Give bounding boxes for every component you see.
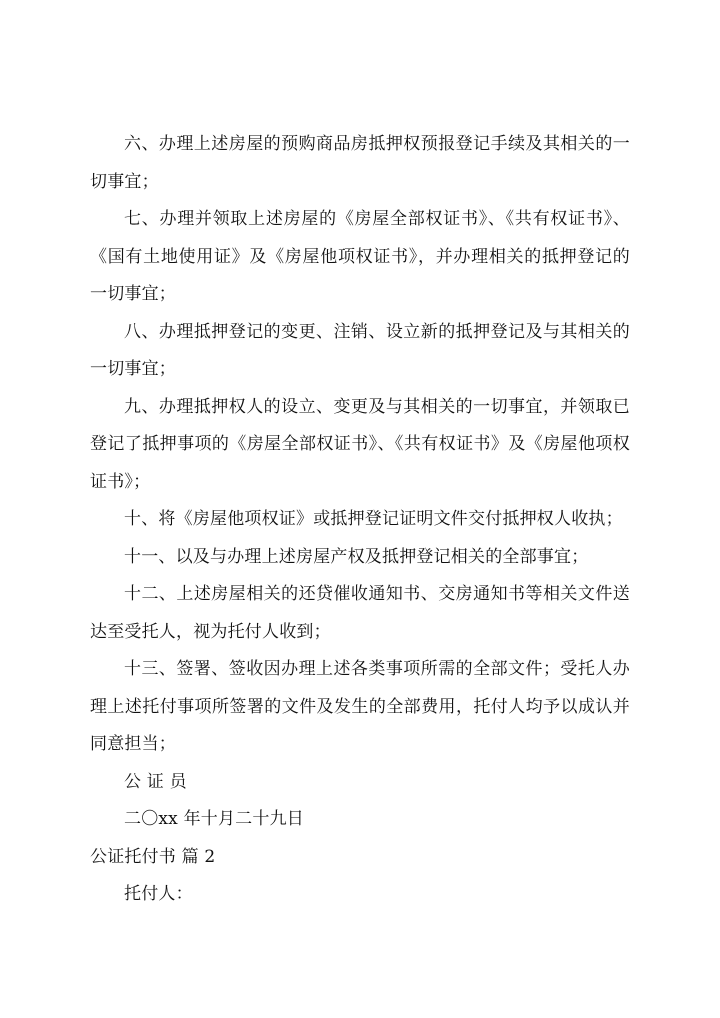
document-body bbox=[90, 126, 630, 914]
clause-6: 六、办理上述房屋的预购商品房抵押权预报登记手续及其相关的一切事宜； bbox=[90, 134, 630, 192]
section-title: 公证托付书 篇 2 bbox=[90, 846, 216, 867]
clause-9: 九、办理抵押权人的设立、变更及与其相关的一切事宜，并领取已登记了抵押事项的《房屋全部权证书》、《共有权证书》及《房屋他项权证书》； bbox=[90, 396, 630, 492]
principal-label: 托付人： bbox=[124, 884, 193, 904]
notary-label: 公 证 员 bbox=[124, 771, 187, 792]
clause-7: 七、办理并领取上述房屋的《房屋全部权证书》、《共有权证书》、《国有土地使用证》及《房屋他项权证书》，并办理相关的抵押登记的一切事宜； bbox=[90, 209, 630, 304]
clause-12: 十二、上述房屋相关的还贷催收通知书、交房通知书等相关文件送达至受托人，视为托付人收到； bbox=[90, 584, 630, 642]
clause-10: 十、将《房屋他项权证》或抵押登记证明文件交付抵押权人收执； bbox=[124, 509, 623, 529]
clause-11: 十一、以及与办理上述房屋产权及抵押登记相关的全部事宜； bbox=[124, 546, 589, 567]
document-date: 二〇xx 年十月二十九日 bbox=[124, 809, 304, 829]
clause-8: 八、办理抵押登记的变更、注销、设立新的抵押登记及与其相关的一切事宜； bbox=[90, 321, 630, 379]
clause-13: 十三、签署、签收因办理上述各类事项所需的全部文件；受托人办理上述托付事项所签署的文件及发生的全部费用，托付人均予以成认并同意担当； bbox=[90, 659, 630, 754]
